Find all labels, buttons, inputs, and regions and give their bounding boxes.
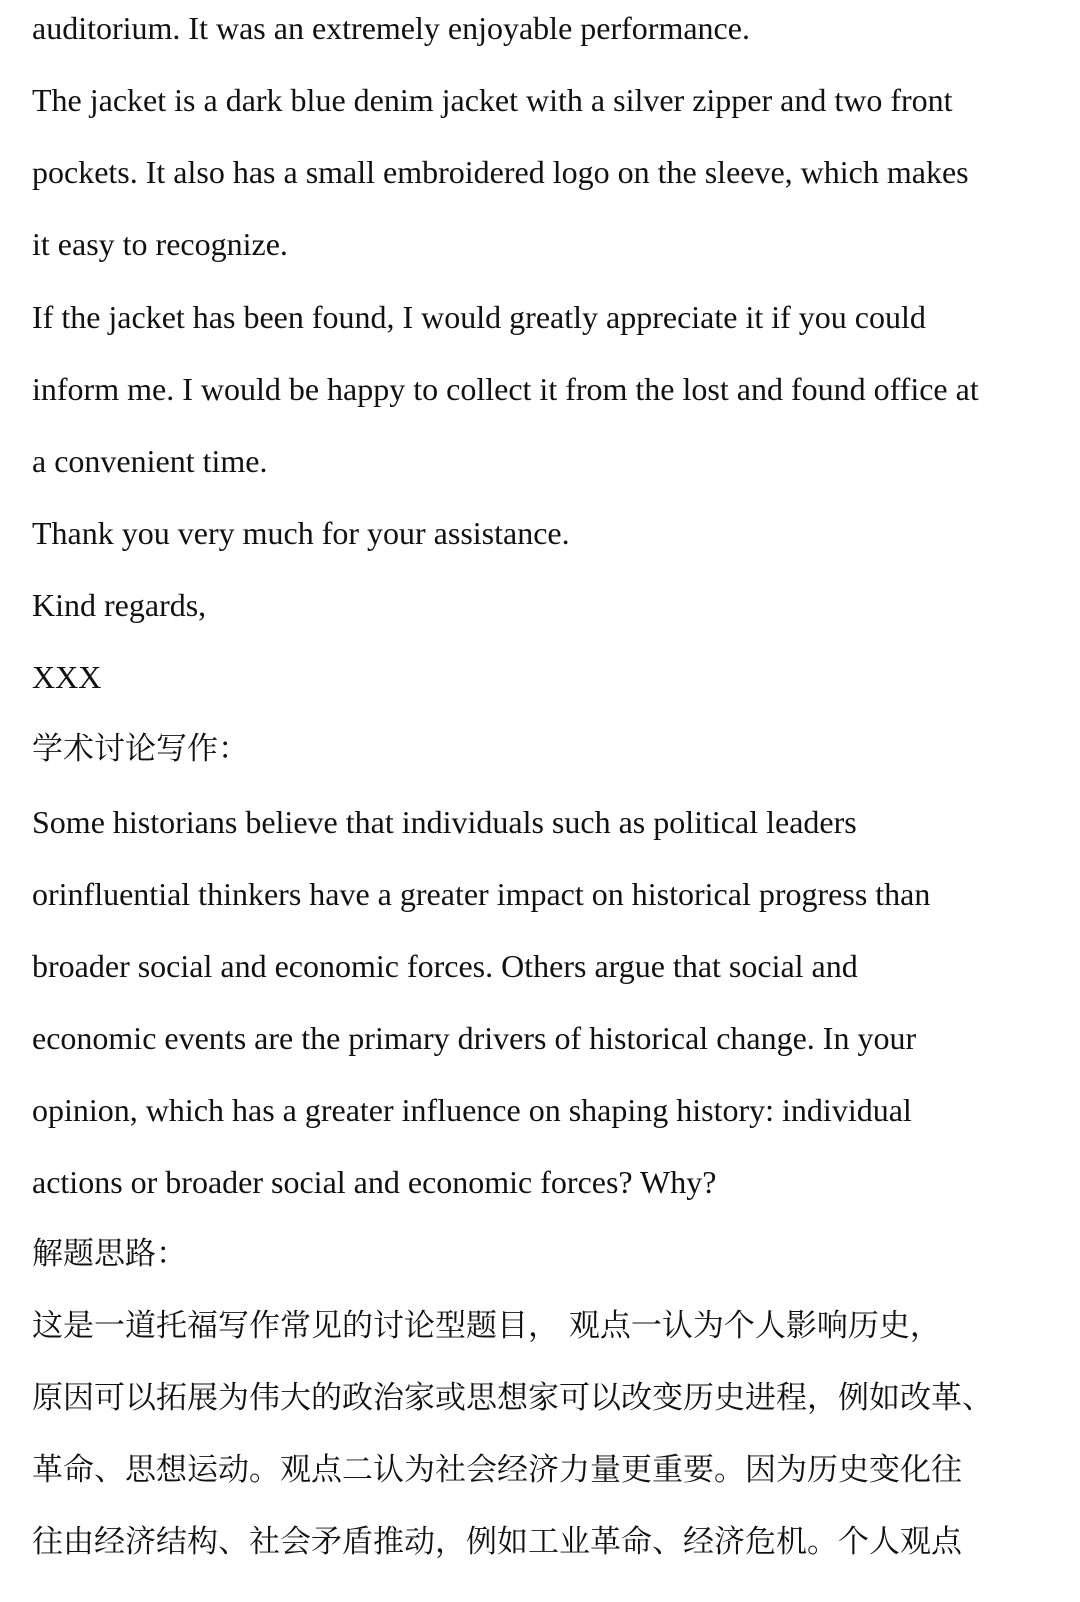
letter-line-1: auditorium. It was an extremely enjoyable performance. xyxy=(32,10,750,46)
prompt-line-4: economic events are the primary drivers of historical change. In your xyxy=(32,1020,917,1056)
letter-signature: XXX xyxy=(32,659,102,695)
prompt-line-5: opinion, which has a greater influence on shaping history: individual xyxy=(32,1092,912,1128)
analysis-line-1: 这是一道托福写作常见的讨论型题目， 观点一认为个人影响历史， xyxy=(32,1308,941,1344)
section-heading-approach: 解题思路： xyxy=(32,1236,187,1272)
letter-line-2: The jacket is a dark blue denim jacket with a silver zipper and two front xyxy=(32,82,953,118)
analysis-line-3: 革命、思想运动。观点二认为社会经济力量更重要。因为历史变化往 xyxy=(32,1452,962,1488)
letter-line-4: it easy to recognize. xyxy=(32,226,288,262)
letter-line-3: pockets. It also has a small embroidered logo on the sleeve, which makes xyxy=(32,154,969,190)
letter-line-7: a convenient time. xyxy=(32,443,268,479)
analysis-line-4: 往由经济结构、社会矛盾推动，例如工业革命、经济危机。个人观点 xyxy=(32,1524,962,1560)
letter-line-5: If the jacket has been found, I would greatly appreciate it if you could xyxy=(32,299,926,335)
prompt-line-3: broader social and economic forces. Others argue that social and xyxy=(32,948,858,984)
section-heading-academic-discussion: 学术讨论写作： xyxy=(32,731,249,767)
letter-closing: Kind regards, xyxy=(32,587,207,623)
letter-line-8: Thank you very much for your assistance. xyxy=(32,515,570,551)
prompt-line-1: Some historians believe that individuals such as political leaders xyxy=(32,804,857,840)
prompt-line-6: actions or broader social and economic forces? Why? xyxy=(32,1164,717,1200)
analysis-line-2: 原因可以拓展为伟大的政治家或思想家可以改变历史进程，例如改革、 xyxy=(32,1380,993,1416)
prompt-line-2: orinfluential thinkers have a greater impact on historical progress than xyxy=(32,876,931,912)
letter-line-6: inform me. I would be happy to collect it from the lost and found office at xyxy=(32,371,979,407)
